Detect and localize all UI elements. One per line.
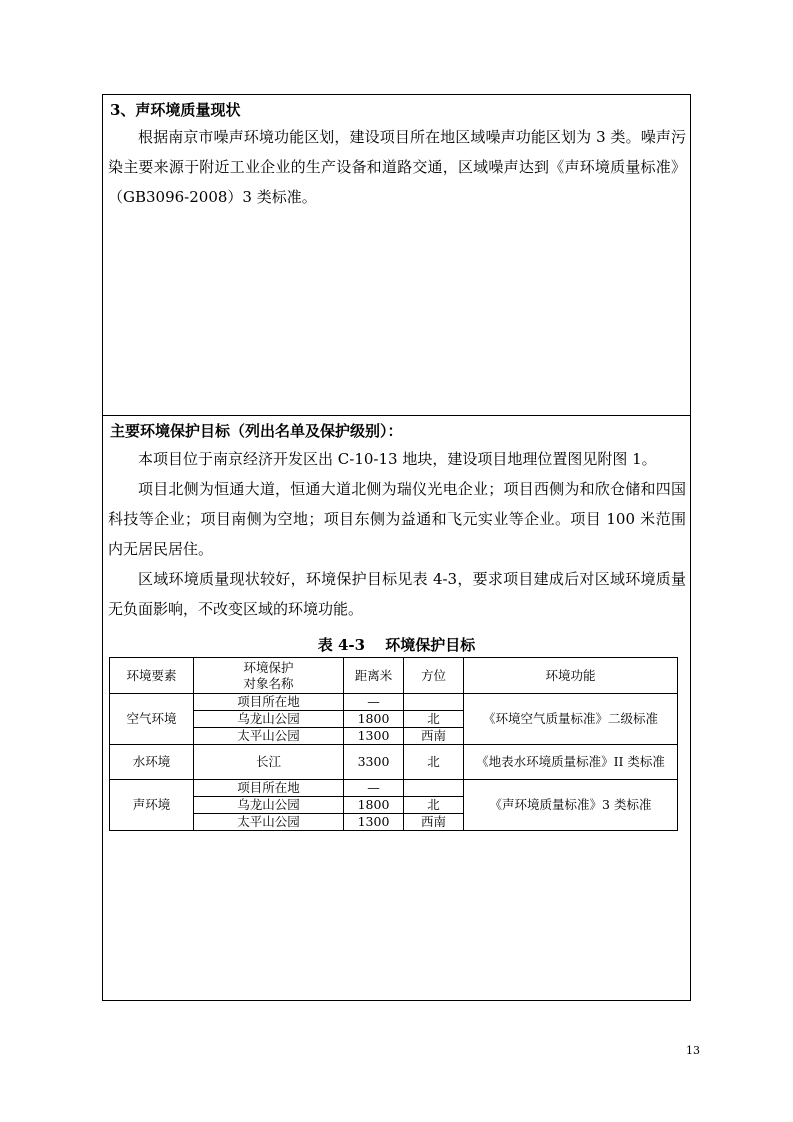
function-cell: 《声环境质量标准》3 类标准	[464, 780, 678, 831]
target-cell: 长江	[194, 745, 344, 780]
function-cell: 《环境空气质量标准》二级标准	[464, 694, 678, 745]
table-row	[110, 780, 678, 797]
element-cell: 空气环境	[110, 694, 194, 745]
target-cell: 项目所在地	[194, 694, 344, 711]
table-row	[110, 745, 678, 780]
section-heading: 3、声环境质量现状	[110, 101, 241, 119]
table-header-row	[110, 658, 678, 694]
table-caption: 表 4-3 环境保护目标	[317, 636, 476, 654]
target-cell: 乌龙山公园	[194, 711, 344, 728]
direction-cell: 北	[404, 797, 464, 814]
section-protection-targets	[102, 415, 691, 1001]
header-cell: 方位	[404, 658, 464, 694]
section-noise-quality	[102, 94, 691, 416]
distance-cell: 3300	[344, 745, 404, 780]
direction-cell: 北	[404, 711, 464, 728]
target-cell: 项目所在地	[194, 780, 344, 797]
section-heading: 主要环境保护目标（列出名单及保护级别）：	[110, 422, 403, 440]
body-paragraph: 区域环境质量现状较好，环境保护目标见表 4-3，要求项目建成后对区域环境质量无负面影响，不改变区域的环境功能。	[108, 570, 686, 618]
header-cell: 环境功能	[464, 658, 678, 694]
header-cell	[194, 658, 344, 694]
target-cell: 乌龙山公园	[194, 797, 344, 814]
element-cell: 水环境	[110, 745, 194, 780]
function-cell: 《地表水环境质量标准》II 类标准	[464, 745, 678, 780]
header-cell: 环境要素	[110, 658, 194, 694]
direction-cell	[404, 694, 464, 711]
direction-cell	[404, 780, 464, 797]
table-row	[110, 694, 678, 711]
element-cell: 声环境	[110, 780, 194, 831]
distance-cell: 1300	[344, 728, 404, 745]
body-paragraph: 根据南京市噪声环境功能区划，建设项目所在地区域噪声功能区划为 3 类。噪声污染主要来源于附近工业企业的生产设备和道路交通，区域噪声达到《声环境质量标准》（GB3096-2008）3 类标准。	[108, 128, 686, 206]
protection-target-table	[109, 657, 678, 831]
header-cell: 距离米	[344, 658, 404, 694]
header-line: 对象名称	[243, 675, 294, 691]
body-paragraph: 本项目位于南京经济开发区出 C-10-13 地块，建设项目地理位置图见附图 1。	[138, 450, 657, 468]
direction-cell: 北	[404, 745, 464, 780]
distance-cell: —	[344, 694, 404, 711]
target-cell: 太平山公园	[194, 728, 344, 745]
direction-cell: 西南	[404, 728, 464, 745]
body-paragraph: 项目北侧为恒通大道，恒通大道北侧为瑞仪光电企业；项目西侧为和欣仓储和四国科技等企业；项目南侧为空地；项目东侧为益通和飞元实业等企业。项目 100 米范围内无居民居住。	[108, 480, 686, 558]
distance-cell: 1800	[344, 797, 404, 814]
direction-cell: 西南	[404, 814, 464, 831]
distance-cell: —	[344, 780, 404, 797]
target-cell: 太平山公园	[194, 814, 344, 831]
page-number: 13	[686, 1044, 700, 1057]
header-line: 环境保护	[243, 659, 294, 675]
distance-cell: 1300	[344, 814, 404, 831]
distance-cell: 1800	[344, 711, 404, 728]
